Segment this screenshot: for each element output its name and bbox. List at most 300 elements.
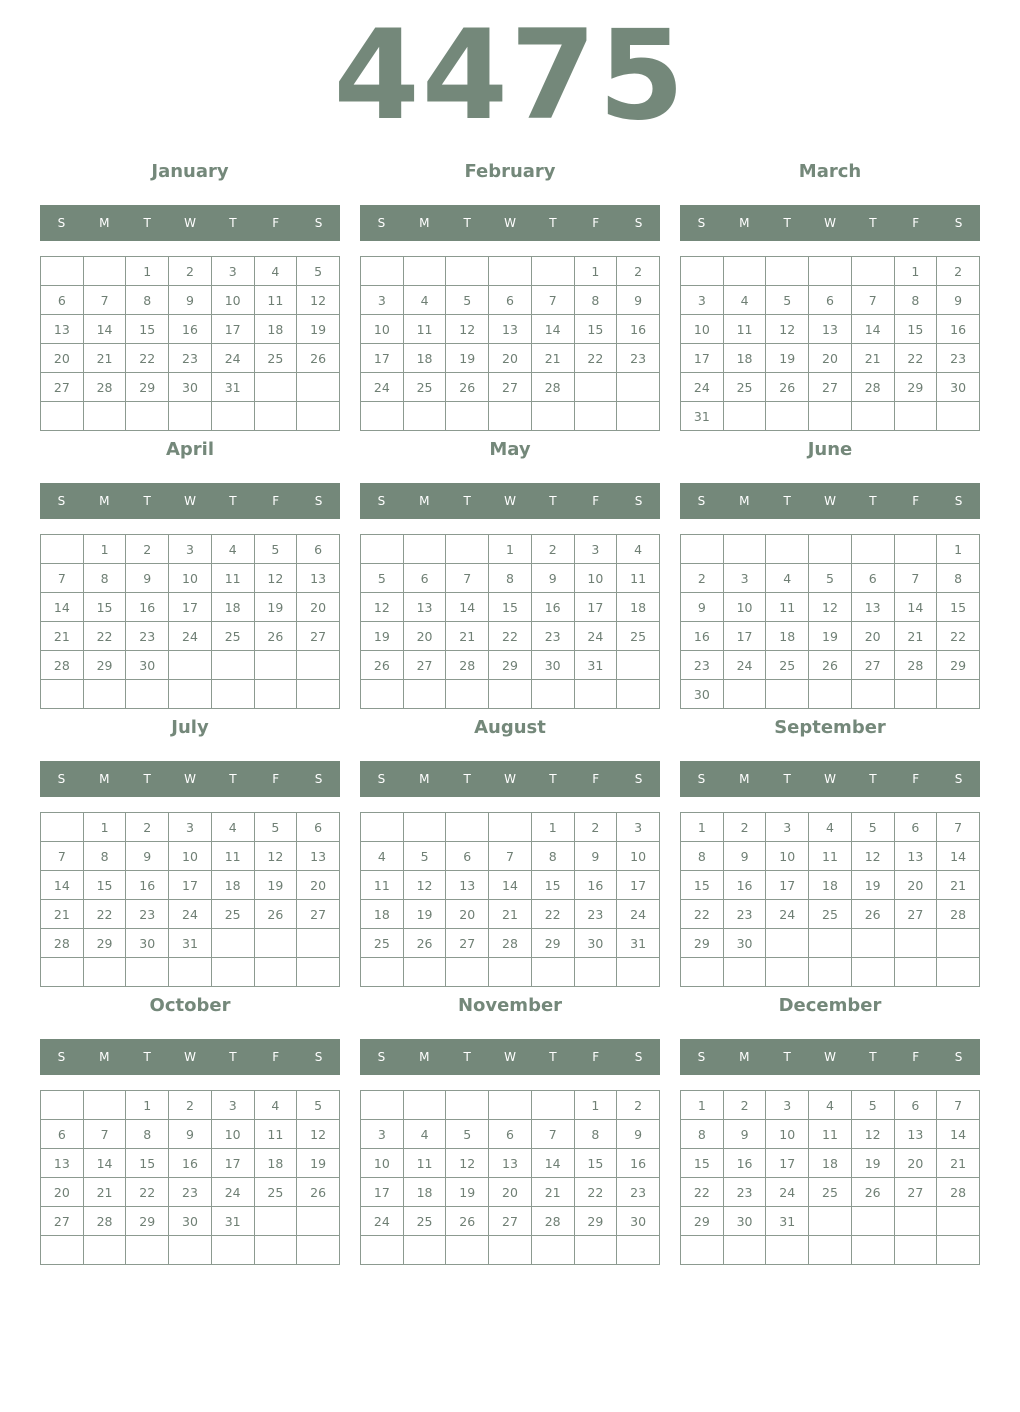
weekday-label: T [549, 494, 557, 508]
day-cell: 3 [211, 1091, 254, 1120]
day-cell: 25 [403, 373, 446, 402]
week-row [681, 680, 980, 709]
empty-day-cell [617, 651, 660, 680]
day-cell: 5 [766, 286, 809, 315]
weekday-label: S [697, 216, 706, 230]
weekday-label: T [229, 216, 237, 230]
day-cell: 3 [361, 1120, 404, 1149]
day-cell: 20 [489, 1178, 532, 1207]
empty-day-cell [211, 929, 254, 958]
empty-day-cell [361, 958, 404, 987]
day-cell: 15 [83, 593, 126, 622]
day-cell: 5 [361, 564, 404, 593]
empty-day-cell [169, 651, 212, 680]
empty-day-cell [169, 1236, 212, 1265]
week-row [681, 871, 980, 900]
day-cell: 22 [83, 622, 126, 651]
day-cell: 6 [894, 813, 937, 842]
day-cell: 22 [894, 344, 937, 373]
weekday-label: T [229, 772, 237, 786]
empty-day-cell [297, 402, 340, 431]
weekday-label: S [634, 494, 643, 508]
day-cell: 17 [169, 593, 212, 622]
day-cell: 6 [41, 1120, 84, 1149]
day-cell: 16 [169, 1149, 212, 1178]
day-cell: 27 [489, 373, 532, 402]
week-row [361, 286, 660, 315]
day-cell: 6 [297, 813, 340, 842]
weekday-label: T [463, 1050, 471, 1064]
day-cell: 24 [766, 1178, 809, 1207]
weekday-label: T [549, 772, 557, 786]
weekday-label: M [739, 494, 750, 508]
day-cell: 27 [297, 900, 340, 929]
day-cell: 18 [766, 622, 809, 651]
day-cell: 8 [83, 564, 126, 593]
week-row [361, 1236, 660, 1265]
day-cell: 17 [211, 1149, 254, 1178]
weekday-label: S [634, 772, 643, 786]
empty-day-cell [851, 1236, 894, 1265]
day-cell: 6 [851, 564, 894, 593]
day-cell: 7 [937, 1091, 980, 1120]
weekday-label: M [739, 772, 750, 786]
day-cell: 18 [361, 900, 404, 929]
empty-day-cell [766, 257, 809, 286]
day-cell: 9 [937, 286, 980, 315]
day-cell: 7 [489, 842, 532, 871]
day-cell: 9 [723, 1120, 766, 1149]
day-cell: 19 [446, 344, 489, 373]
day-cell: 4 [766, 564, 809, 593]
day-cell: 1 [83, 813, 126, 842]
day-cell: 12 [254, 842, 297, 871]
day-cell: 30 [126, 929, 169, 958]
day-cell: 14 [937, 842, 980, 871]
weekday-header [680, 483, 980, 519]
weekday-label: T [783, 216, 791, 230]
empty-day-cell [254, 402, 297, 431]
empty-day-cell [851, 958, 894, 987]
weekday-header [40, 483, 340, 519]
empty-day-cell [254, 651, 297, 680]
day-cell: 4 [617, 535, 660, 564]
weekday-label: S [314, 494, 323, 508]
day-cell: 8 [489, 564, 532, 593]
day-cell: 31 [574, 651, 617, 680]
day-cell: 14 [83, 1149, 126, 1178]
day-cell: 20 [41, 1178, 84, 1207]
day-cell: 23 [681, 651, 724, 680]
empty-day-cell [254, 1236, 297, 1265]
empty-day-cell [489, 402, 532, 431]
day-cell: 12 [254, 564, 297, 593]
week-row [361, 958, 660, 987]
empty-day-cell [489, 1091, 532, 1120]
day-grid [40, 534, 340, 709]
weekday-label: T [463, 216, 471, 230]
empty-day-cell [403, 680, 446, 709]
empty-day-cell [937, 680, 980, 709]
week-row [361, 344, 660, 373]
day-cell: 1 [531, 813, 574, 842]
day-cell: 4 [361, 842, 404, 871]
day-cell: 19 [361, 622, 404, 651]
empty-day-cell [617, 680, 660, 709]
day-cell: 6 [41, 286, 84, 315]
day-cell: 30 [531, 651, 574, 680]
week-row [361, 900, 660, 929]
day-cell: 7 [937, 813, 980, 842]
empty-day-cell [297, 958, 340, 987]
weekday-label: F [912, 216, 920, 230]
empty-day-cell [489, 680, 532, 709]
day-cell: 8 [681, 842, 724, 871]
day-cell: 14 [41, 871, 84, 900]
day-cell: 23 [723, 1178, 766, 1207]
month-name: December [778, 995, 882, 1016]
month-name: July [171, 717, 209, 738]
weekday-label: F [592, 772, 600, 786]
day-cell: 24 [211, 344, 254, 373]
day-cell: 10 [361, 1149, 404, 1178]
empty-day-cell [766, 929, 809, 958]
week-row [681, 958, 980, 987]
day-cell: 12 [403, 871, 446, 900]
weekday-header [680, 761, 980, 797]
day-cell: 8 [126, 286, 169, 315]
day-cell: 8 [83, 842, 126, 871]
month-name: September [774, 717, 886, 738]
day-cell: 10 [211, 286, 254, 315]
empty-day-cell [894, 402, 937, 431]
weekday-label: F [912, 1050, 920, 1064]
week-row [681, 1149, 980, 1178]
week-row [361, 1120, 660, 1149]
day-cell: 3 [169, 813, 212, 842]
day-cell: 10 [211, 1120, 254, 1149]
empty-day-cell [894, 1236, 937, 1265]
day-cell: 16 [723, 871, 766, 900]
empty-day-cell [169, 402, 212, 431]
day-cell: 1 [937, 535, 980, 564]
day-cell: 14 [489, 871, 532, 900]
day-cell: 21 [83, 344, 126, 373]
day-cell: 7 [41, 842, 84, 871]
week-row [361, 564, 660, 593]
day-cell: 22 [531, 900, 574, 929]
empty-day-cell [83, 402, 126, 431]
empty-day-cell [766, 535, 809, 564]
day-cell: 1 [126, 1091, 169, 1120]
day-cell: 14 [937, 1120, 980, 1149]
empty-day-cell [766, 402, 809, 431]
day-cell: 24 [681, 373, 724, 402]
day-cell: 11 [809, 1120, 852, 1149]
day-cell: 25 [766, 651, 809, 680]
empty-day-cell [41, 813, 84, 842]
week-row [361, 622, 660, 651]
day-cell: 20 [894, 1149, 937, 1178]
week-row [681, 1178, 980, 1207]
weekday-label: M [419, 772, 430, 786]
weekday-label: M [419, 1050, 430, 1064]
week-row [681, 344, 980, 373]
day-cell: 11 [617, 564, 660, 593]
empty-day-cell [361, 813, 404, 842]
day-cell: 6 [809, 286, 852, 315]
day-cell: 17 [211, 315, 254, 344]
weekday-label: F [272, 216, 280, 230]
day-cell: 2 [169, 257, 212, 286]
day-cell: 26 [851, 900, 894, 929]
month-name: April [165, 439, 215, 460]
day-cell: 31 [211, 373, 254, 402]
day-cell: 27 [41, 373, 84, 402]
day-cell: 13 [489, 315, 532, 344]
day-cell: 10 [723, 593, 766, 622]
empty-day-cell [681, 958, 724, 987]
empty-day-cell [446, 680, 489, 709]
day-cell: 16 [681, 622, 724, 651]
empty-day-cell [723, 1236, 766, 1265]
day-cell: 23 [723, 900, 766, 929]
day-cell: 22 [574, 1178, 617, 1207]
empty-day-cell [489, 257, 532, 286]
day-cell: 28 [531, 1207, 574, 1236]
day-cell: 29 [894, 373, 937, 402]
weekday-label: T [869, 1050, 877, 1064]
day-cell: 1 [681, 1091, 724, 1120]
day-cell: 27 [446, 929, 489, 958]
day-cell: 2 [723, 1091, 766, 1120]
day-cell: 20 [297, 593, 340, 622]
day-cell: 14 [531, 1149, 574, 1178]
day-cell: 7 [41, 564, 84, 593]
day-cell: 3 [723, 564, 766, 593]
weekday-label: T [229, 1050, 237, 1064]
weekday-label: W [824, 216, 836, 230]
day-cell: 24 [766, 900, 809, 929]
weekday-label: M [99, 494, 110, 508]
day-cell: 26 [254, 900, 297, 929]
day-grid [360, 1090, 660, 1265]
day-cell: 3 [681, 286, 724, 315]
day-cell: 31 [169, 929, 212, 958]
empty-day-cell [489, 958, 532, 987]
weekday-header [680, 205, 980, 241]
weekday-label: S [57, 1050, 66, 1064]
empty-day-cell [851, 680, 894, 709]
day-cell: 28 [489, 929, 532, 958]
empty-day-cell [851, 402, 894, 431]
day-cell: 26 [403, 929, 446, 958]
weekday-label: W [504, 772, 516, 786]
day-cell: 27 [41, 1207, 84, 1236]
day-cell: 12 [809, 593, 852, 622]
day-cell: 9 [681, 593, 724, 622]
day-cell: 11 [809, 842, 852, 871]
day-cell: 7 [531, 286, 574, 315]
empty-day-cell [403, 535, 446, 564]
month-name: March [798, 161, 862, 182]
day-cell: 10 [169, 564, 212, 593]
day-cell: 3 [361, 286, 404, 315]
day-cell: 21 [83, 1178, 126, 1207]
day-cell: 17 [723, 622, 766, 651]
day-cell: 3 [766, 1091, 809, 1120]
day-cell: 12 [446, 1149, 489, 1178]
day-cell: 15 [894, 315, 937, 344]
day-cell: 15 [83, 871, 126, 900]
weekday-label: F [912, 772, 920, 786]
week-row [681, 1236, 980, 1265]
empty-day-cell [851, 535, 894, 564]
day-cell: 10 [766, 1120, 809, 1149]
day-cell: 1 [83, 535, 126, 564]
empty-day-cell [83, 1236, 126, 1265]
day-cell: 10 [574, 564, 617, 593]
day-cell: 5 [254, 535, 297, 564]
day-cell: 18 [403, 1178, 446, 1207]
empty-day-cell [851, 1207, 894, 1236]
week-row [41, 871, 340, 900]
day-cell: 12 [766, 315, 809, 344]
day-cell: 30 [681, 680, 724, 709]
empty-day-cell [723, 402, 766, 431]
day-cell: 20 [403, 622, 446, 651]
day-cell: 5 [446, 1120, 489, 1149]
empty-day-cell [211, 1236, 254, 1265]
day-cell: 25 [254, 344, 297, 373]
empty-day-cell [723, 257, 766, 286]
empty-day-cell [211, 402, 254, 431]
week-row [361, 257, 660, 286]
day-cell: 3 [211, 257, 254, 286]
day-cell: 17 [766, 871, 809, 900]
week-row [361, 315, 660, 344]
day-cell: 10 [617, 842, 660, 871]
weekday-label: F [592, 216, 600, 230]
day-cell: 9 [126, 564, 169, 593]
day-cell: 3 [766, 813, 809, 842]
week-row [41, 344, 340, 373]
day-cell: 3 [617, 813, 660, 842]
day-cell: 1 [894, 257, 937, 286]
day-cell: 27 [297, 622, 340, 651]
week-row [361, 1091, 660, 1120]
week-row [681, 622, 980, 651]
weekday-label: S [634, 216, 643, 230]
day-cell: 16 [126, 593, 169, 622]
week-row [41, 958, 340, 987]
empty-day-cell [766, 1236, 809, 1265]
empty-day-cell [297, 373, 340, 402]
weekday-label: S [57, 216, 66, 230]
empty-day-cell [41, 680, 84, 709]
empty-day-cell [126, 680, 169, 709]
day-cell: 9 [723, 842, 766, 871]
weekday-label: M [99, 1050, 110, 1064]
empty-day-cell [254, 373, 297, 402]
weekday-label: W [504, 216, 516, 230]
week-row [41, 1149, 340, 1178]
day-cell: 24 [361, 1207, 404, 1236]
day-cell: 6 [297, 535, 340, 564]
empty-day-cell [297, 1236, 340, 1265]
day-cell: 13 [489, 1149, 532, 1178]
day-cell: 10 [681, 315, 724, 344]
empty-day-cell [446, 402, 489, 431]
weekday-label: T [549, 216, 557, 230]
day-cell: 8 [574, 1120, 617, 1149]
day-cell: 16 [574, 871, 617, 900]
day-cell: 28 [41, 929, 84, 958]
weekday-label: F [912, 494, 920, 508]
empty-day-cell [809, 958, 852, 987]
day-grid [680, 812, 980, 987]
day-cell: 24 [574, 622, 617, 651]
empty-day-cell [126, 402, 169, 431]
weekday-label: M [99, 772, 110, 786]
empty-day-cell [809, 402, 852, 431]
empty-day-cell [681, 257, 724, 286]
day-cell: 14 [83, 315, 126, 344]
day-cell: 15 [531, 871, 574, 900]
day-cell: 22 [489, 622, 532, 651]
day-cell: 6 [403, 564, 446, 593]
day-cell: 13 [851, 593, 894, 622]
weekday-label: S [57, 772, 66, 786]
day-cell: 29 [126, 373, 169, 402]
day-cell: 6 [489, 1120, 532, 1149]
day-cell: 15 [489, 593, 532, 622]
empty-day-cell [937, 1207, 980, 1236]
week-row [361, 1207, 660, 1236]
week-row [41, 315, 340, 344]
day-cell: 8 [126, 1120, 169, 1149]
day-cell: 28 [851, 373, 894, 402]
day-cell: 27 [809, 373, 852, 402]
weekday-header [360, 205, 660, 241]
empty-day-cell [361, 535, 404, 564]
empty-day-cell [574, 1236, 617, 1265]
weekday-label: T [143, 772, 151, 786]
day-cell: 25 [617, 622, 660, 651]
empty-day-cell [211, 958, 254, 987]
day-cell: 16 [126, 871, 169, 900]
empty-day-cell [297, 680, 340, 709]
day-cell: 9 [617, 1120, 660, 1149]
day-cell: 15 [126, 1149, 169, 1178]
day-cell: 4 [403, 1120, 446, 1149]
day-cell: 12 [446, 315, 489, 344]
day-cell: 18 [403, 344, 446, 373]
day-cell: 9 [617, 286, 660, 315]
empty-day-cell [361, 1091, 404, 1120]
empty-day-cell [937, 929, 980, 958]
week-row [681, 929, 980, 958]
day-grid [40, 256, 340, 431]
day-cell: 25 [254, 1178, 297, 1207]
weekday-label: W [824, 1050, 836, 1064]
day-cell: 4 [254, 1091, 297, 1120]
week-row [681, 842, 980, 871]
month-name: May [489, 439, 531, 460]
weekday-label: T [549, 1050, 557, 1064]
day-cell: 24 [723, 651, 766, 680]
day-cell: 9 [126, 842, 169, 871]
